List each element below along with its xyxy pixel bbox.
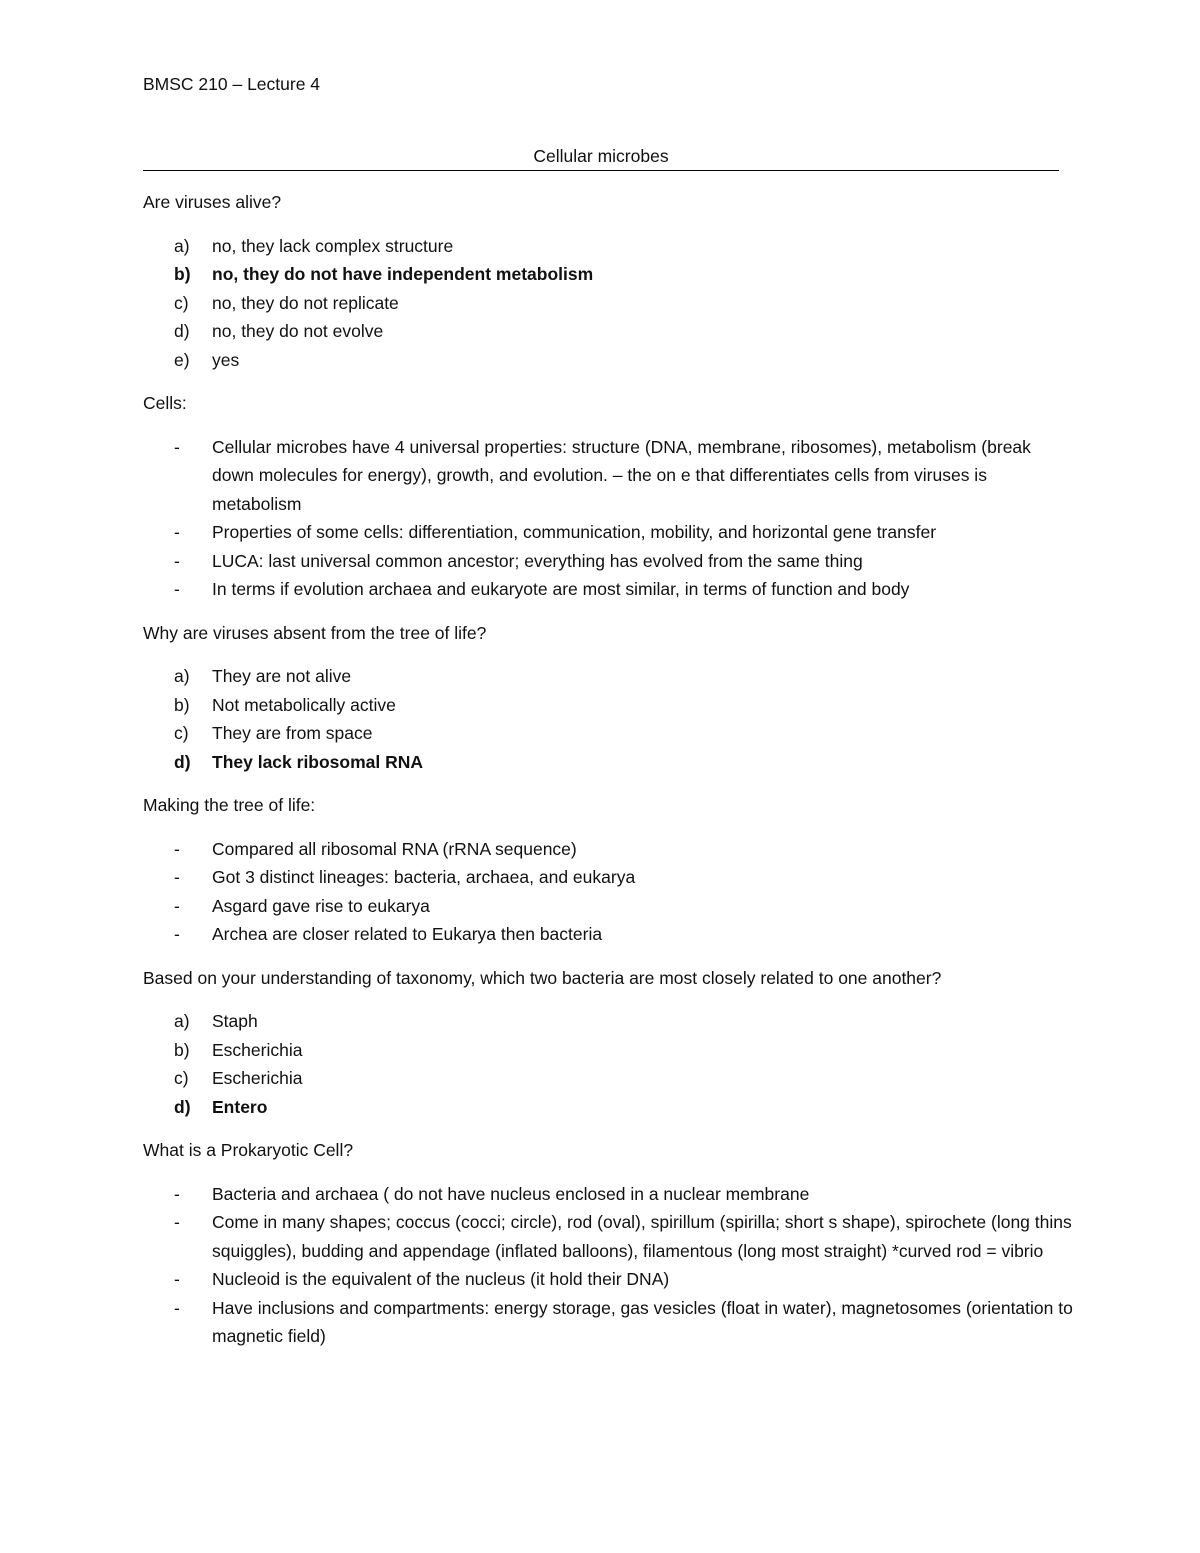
bullet-item [143, 892, 1073, 921]
list-marker: a) [174, 235, 190, 256]
section-heading: Making the tree of life: [143, 795, 316, 815]
list-item-text: They are not alive [212, 666, 352, 686]
bullet-item [143, 920, 1073, 949]
list-marker: - [174, 1183, 180, 1204]
bullet-item [143, 1208, 1073, 1265]
list-item-text: no, they do not evolve [212, 321, 384, 341]
section-heading: Are viruses alive? [143, 192, 282, 212]
answer-option [143, 289, 1073, 318]
list-marker: d) [174, 1096, 191, 1117]
list-marker: - [174, 895, 180, 916]
answer-option [143, 346, 1073, 375]
section-heading: What is a Prokaryotic Cell? [143, 1140, 354, 1160]
list-item-text: Staph [212, 1011, 258, 1031]
list-item-text: Have inclusions and compartments: energy storage, gas vesicles (float in water), magnetosomes (orientation to magnetic field) [212, 1297, 1073, 1346]
answer-option [143, 691, 1073, 720]
list-marker: a) [174, 666, 190, 686]
list-marker: - [174, 436, 180, 457]
answer-option [143, 1036, 1073, 1065]
list-marker: - [174, 1212, 180, 1232]
section-heading: Based on your understanding of taxonomy, which two bacteria are most closely related to one another? [143, 967, 942, 988]
list-item-text: Got 3 distinct lineages: bacteria, archaea, and eukarya [212, 867, 636, 887]
section-list [143, 232, 1073, 375]
list-marker: c) [174, 723, 189, 743]
list-marker: a) [174, 1011, 190, 1031]
list-marker: - [174, 838, 180, 859]
list-item-text: Not metabolically active [212, 694, 396, 715]
list-item-text: Come in many shapes; coccus (cocci; circle), rod (oval), spirillum (spirilla; short s shape), spirochete (long thins squiggles), budding and appendage (inflated balloons), filamentous (long most straight) *curved rod = vibrio [212, 1212, 1072, 1261]
list-item-text: Properties of some cells: differentiation, communication, mobility, and horizontal gene transfer [212, 522, 937, 542]
bullet-item [143, 518, 1073, 547]
list-marker: - [174, 924, 180, 944]
bullet-item [143, 575, 1073, 604]
answer-option [143, 317, 1073, 346]
answer-option [143, 662, 1073, 691]
section-heading: Why are viruses absent from the tree of life? [143, 622, 487, 643]
bullet-item [143, 433, 1073, 519]
answer-option [143, 1064, 1073, 1093]
list-marker: - [174, 1297, 180, 1318]
list-item-text: Nucleoid is the equivalent of the nucleus (it hold their DNA) [212, 1269, 670, 1289]
section-heading: Cells: [143, 393, 187, 413]
list-item-text: Compared all ribosomal RNA (rRNA sequence) [212, 838, 577, 859]
list-item-text: Cellular microbes have 4 universal properties: structure (DNA, membrane, ribosomes), metabolism (break down molecules for energy), growth, and evolution. – the on e that differentiates cells from viruses is metabolism [212, 436, 1031, 514]
section-list [143, 1180, 1073, 1351]
section-list [143, 1007, 1073, 1121]
list-marker: - [174, 867, 180, 887]
list-marker: e) [174, 349, 190, 370]
list-marker: d) [174, 321, 190, 341]
list-marker: b) [174, 1039, 190, 1060]
section-list [143, 662, 1073, 776]
list-item-text: In terms if evolution archaea and eukaryote are most similar, in terms of function and body [212, 579, 910, 599]
bullet-item [143, 863, 1073, 892]
list-item-text: no, they do not replicate [212, 292, 399, 313]
bullet-item [143, 1265, 1073, 1294]
answer-option [143, 1007, 1073, 1036]
list-marker: c) [174, 1068, 189, 1088]
list-item-text: LUCA: last universal common ancestor; everything has evolved from the same thing [212, 550, 863, 571]
list-item-text: no, they lack complex structure [212, 235, 454, 256]
document-body [143, 188, 1073, 1366]
list-marker: - [174, 1269, 180, 1289]
answer-option [143, 260, 1073, 289]
bullet-item [143, 1180, 1073, 1209]
answer-option [143, 748, 1073, 777]
list-marker: d) [174, 751, 191, 772]
list-marker: - [174, 522, 180, 542]
page-header: BMSC 210 – Lecture 4 [143, 74, 321, 94]
bullet-item [143, 547, 1073, 576]
list-item-text: Bacteria and archaea ( do not have nucleus enclosed in a nuclear membrane [212, 1183, 810, 1204]
section-list [143, 835, 1073, 949]
list-marker: b) [174, 264, 191, 284]
list-item-text: Escherichia [212, 1039, 303, 1060]
list-marker: - [174, 579, 180, 599]
list-item-text: Archea are closer related to Eukarya then bacteria [212, 924, 603, 944]
list-item-text: They lack ribosomal RNA [212, 751, 424, 772]
list-item-text: Asgard gave rise to eukarya [212, 895, 430, 916]
list-item-text: They are from space [212, 723, 373, 743]
list-item-text: Entero [212, 1096, 268, 1117]
section-list [143, 433, 1073, 604]
list-item-text: yes [212, 349, 240, 370]
answer-option [143, 1093, 1073, 1122]
bullet-item [143, 835, 1073, 864]
list-marker: - [174, 550, 180, 571]
list-marker: b) [174, 694, 190, 715]
answer-option [143, 719, 1073, 748]
bullet-item [143, 1294, 1073, 1351]
document-title: Cellular microbes [143, 144, 1059, 171]
answer-option [143, 232, 1073, 261]
list-item-text: no, they do not have independent metabolism [212, 264, 594, 284]
list-marker: c) [174, 292, 189, 313]
list-item-text: Escherichia [212, 1068, 303, 1088]
